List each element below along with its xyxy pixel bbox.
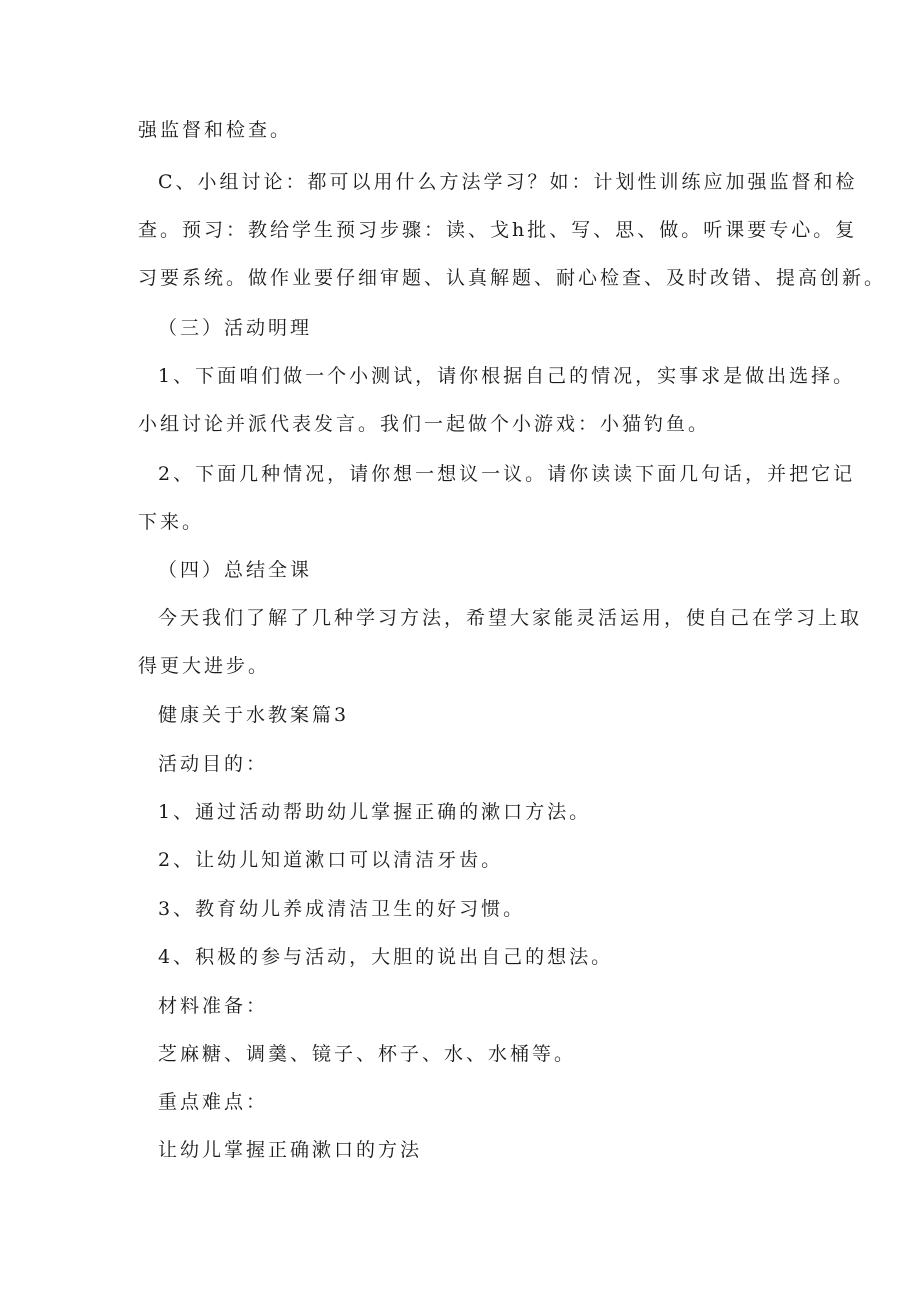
section-label: 材料准备： bbox=[158, 995, 269, 1017]
text-line: 让幼儿掌握正确漱口的方法 bbox=[158, 1139, 423, 1161]
text-line: 下来。 bbox=[138, 511, 205, 533]
text-line: 今天我们了解了几种学习方法，希望大家能灵活运用，使自己在学习上取 bbox=[158, 607, 863, 629]
list-item: 3、教育幼儿养成清洁卫生的好习惯。 bbox=[158, 898, 526, 920]
list-item: 4、积极的参与活动，大胆的说出自己的想法。 bbox=[158, 946, 614, 968]
text-line: 2、下面几种情况，请你想一想议一议。请你读读下面几句话，并把它记 bbox=[158, 463, 856, 485]
list-item: 2、让幼儿知道漱口可以清洁牙齿。 bbox=[158, 849, 504, 871]
text-line: 1、下面咱们做一个小测试，请你根据自己的情况，实事求是做出选择。 bbox=[158, 365, 856, 387]
lesson-title: 健康关于水教案篇3 bbox=[158, 704, 350, 726]
section-heading: （四）总结全课 bbox=[158, 559, 313, 581]
text-line: 芝麻糖、调羹、镜子、杯子、水、水桶等。 bbox=[158, 1043, 577, 1065]
text-line: C、小组讨论：都可以用什么方法学习？如：计划性训练应加强监督和检 bbox=[158, 171, 858, 193]
section-heading: （三）活动明理 bbox=[158, 317, 313, 339]
text-line: 强监督和检查。 bbox=[138, 119, 293, 141]
text-line: 得更大进步。 bbox=[138, 655, 271, 677]
section-label: 重点难点： bbox=[158, 1091, 269, 1113]
text-line: 习要系统。做作业要仔细审题、认真解题、耐心检查、及时改错、提高创新。 bbox=[138, 267, 887, 289]
text-line: 小组讨论并派代表发言。我们一起做个小游戏：小猫钓鱼。 bbox=[138, 413, 711, 435]
section-label: 活动目的： bbox=[158, 753, 269, 775]
list-item: 1、通过活动帮助幼儿掌握正确的漱口方法。 bbox=[158, 801, 592, 823]
text-line: 查。预习：教给学生预习步骤：读、戈h批、写、思、做。听课要专心。复 bbox=[138, 219, 858, 241]
